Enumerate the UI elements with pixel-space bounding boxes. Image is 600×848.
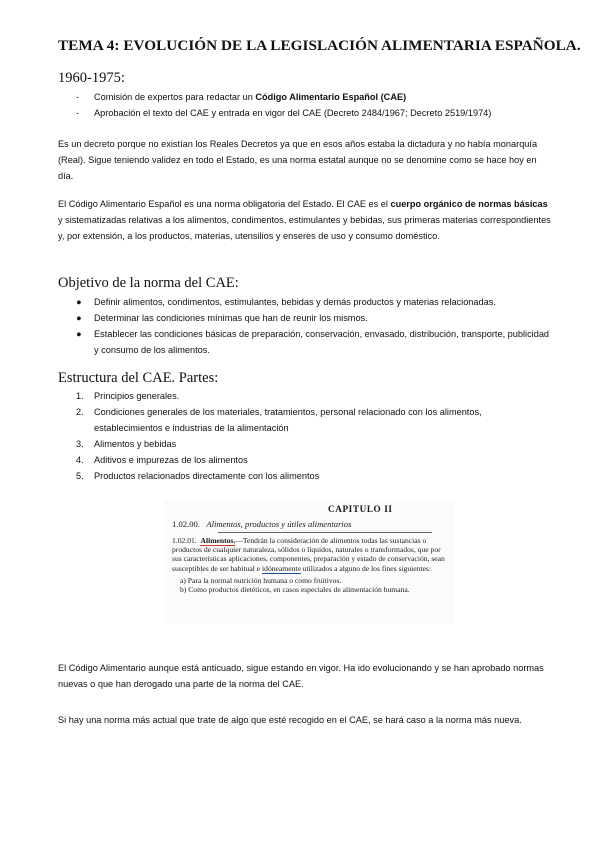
cae-scanned-excerpt <box>164 500 454 624</box>
article-text: 1.02.01. Alimentos.—Tendrán la consideración de alimentos todas las sustancias o productos de cualquier naturaleza, sólidos o líquidos, naturales o transformados, que por sus características aplicaciones, componentes, preparación y estado de conservación, sean susceptibles de ser habitual e idóneamente utilizados a alguno de los fines siguientes: a) Para la normal nutrición humana o como fruitivos. b) Como productos dietéticos, en casos especiales de alimentación humana. <box>172 536 450 594</box>
article-item-a: a) Para la normal nutrición humana o como fruitivos. <box>180 575 342 585</box>
bullet-icon: ● <box>76 329 82 339</box>
section-underline <box>218 532 432 533</box>
page-title: TEMA 4: EVOLUCIÓN DE LA LEGISLACIÓN ALIMENTARIA ESPAÑOLA. <box>58 37 581 54</box>
objetivo-heading: Objetivo de la norma del CAE: <box>58 275 239 291</box>
paragraph-definicion: El Código Alimentario Español es una norma obligatoria del Estado. El CAE es el cuerpo orgánico de normas básicas y sistematizadas relativas a los alimentos, condimentos, estimulantes y bebidas, sus primeras materias correspondientes y, por extensión, a los productos, materias, utensilios y enseres de uso y consumo doméstico. <box>58 199 551 241</box>
chapter-heading: CAPITULO II <box>328 504 393 514</box>
bullet-icon: ● <box>76 297 82 307</box>
estructura-heading: Estructura del CAE. Partes: <box>58 370 219 386</box>
bullet-icon: ● <box>76 313 82 323</box>
list-item: 1. Principios generales. <box>76 391 180 401</box>
paragraph-norma-nueva: Si hay una norma más actual que trate de algo que esté recogido en el CAE, se hará caso a la norma más nueva. <box>58 715 522 725</box>
list-item: 4. Aditivos e impurezas de los alimentos <box>76 455 248 465</box>
list-item: ● Determinar las condiciones mínimas que han de reunir los mismos. <box>58 310 552 326</box>
estructura-list <box>58 388 552 484</box>
list-item: - Comisión de expertos para redactar un Código Alimentario Español (CAE) <box>58 89 552 105</box>
paragraph-decreto: Es un decreto porque no existían los Reales Decretos ya que en esos años estaba la dictadura y no había monarquía (Real). Sigue teniendo validez en todo el Estado, es una norma estatal aunque no se denomine como se hace hoy en día. <box>58 139 538 181</box>
period-heading: 1960-1975: <box>58 70 125 86</box>
list-item: 5. Productos relacionados directamente con los alimentos <box>76 471 320 481</box>
article-term: Alimentos. <box>200 536 236 545</box>
paragraph-vigor: El Código Alimentario aunque está anticuado, sigue estando en vigor. Ha ido evolucionando y se han aprobado normas nuevas o que han derogado una parte de la norma del CAE. <box>58 663 544 689</box>
list-item: 3. Alimentos y bebidas <box>76 439 177 449</box>
list-item: - Aprobación el texto del CAE y entrada en vigor del CAE (Decreto 2484/1967; Decreto 2519/1974) <box>58 105 552 121</box>
list-item: ● Definir alimentos, condimentos, estimulantes, bebidas y demás productos y materias relacionadas. <box>58 294 552 310</box>
period-list <box>58 89 552 121</box>
objetivo-list <box>58 294 552 358</box>
dash-marker: - <box>76 92 80 102</box>
list-item: 2. Condiciones generales de los materiales, tratamientos, personal relacionado con los alimentos, establecimientos e industrias de la alimentación <box>76 407 482 433</box>
article-item-b: b) Como productos dietéticos, en casos especiales de alimentación humana. <box>180 585 410 595</box>
section-heading: 1.02.00. Alimentos, productos y útiles alimentarios <box>172 519 352 529</box>
dash-marker: - <box>76 108 80 118</box>
list-item: ● Establecer las condiciones básicas de preparación, conservación, envasado, distribución, transporte, publicidad y consumo de los alimentos. <box>58 326 552 358</box>
